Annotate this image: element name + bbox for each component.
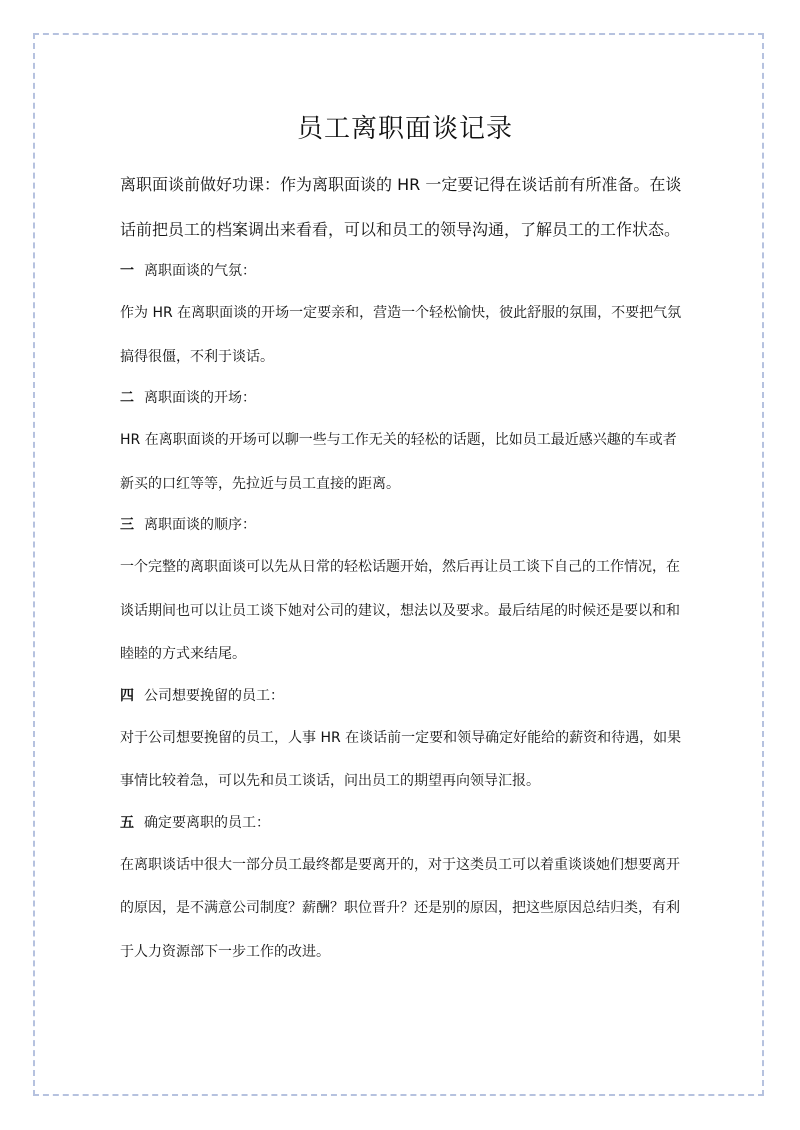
section-heading: [120, 681, 690, 711]
section-number: 一: [120, 263, 134, 279]
section-heading-text: 离职面谈的顺序：: [144, 517, 256, 533]
section-body: HR 在离职面谈的开场可以聊一些与工作无关的轻松的话题，比如员工最近感兴趣的车或者新买的口红等等，先拉近与员工直接的距离。: [120, 432, 677, 492]
section-heading: [120, 808, 690, 838]
section-heading-text: 确定要离职的员工：: [144, 814, 270, 831]
section-body: 在离职谈话中很大一部分员工最终都是要离开的，对于这类员工可以着重谈谈她们想要离开的原因，是不满意公司制度？薪酬？职位晋升？还是别的原因，把这些原因总结归类，有利于人力资源部下一步工作的改进。: [120, 856, 680, 960]
section-body: 对于公司想要挽留的员工，人事 HR 在谈话前一定要和领导确定好能给的薪资和待遇，如果事情比较着急，可以先和员工谈话，问出员工的期望再向领导汇报。: [120, 729, 682, 789]
section-heading: [120, 256, 690, 286]
section-number: 二: [120, 390, 134, 406]
section-heading: [120, 383, 690, 413]
section-4: [120, 681, 690, 804]
section-3: [120, 510, 690, 677]
document-body: [120, 104, 690, 978]
section-2: [120, 383, 690, 506]
page-title: 员工离职面谈记录: [296, 114, 513, 144]
section-number: 五: [120, 814, 134, 831]
section-heading-text: 离职面谈的气氛：: [144, 263, 256, 279]
section-number: 三: [120, 517, 134, 533]
intro-paragraph: 离职面谈前做好功课：作为离职面谈的 HR 一定要记得在谈话前有所准备。在谈话前把员工的档案调出来看看，可以和员工的领导沟通，了解员工的工作状态。: [120, 175, 682, 239]
section-heading-text: 公司想要挽留的员工：: [144, 687, 284, 704]
section-5: [120, 808, 690, 975]
section-1: [120, 256, 690, 379]
section-number: 四: [120, 687, 134, 704]
section-body: 一个完整的离职面谈可以先从日常的轻松话题开始，然后再让员工谈下自己的工作情况，在谈话期间也可以让员工谈下她对公司的建议，想法以及要求。最后结尾的时候还是要以和和睦睦的方式来结尾。: [120, 559, 680, 662]
section-body: 作为 HR 在离职面谈的开场一定要亲和，营造一个轻松愉快，彼此舒服的氛围，不要把气氛搞得很僵，不利于谈话。: [120, 305, 682, 365]
section-heading-text: 离职面谈的开场：: [144, 390, 256, 406]
section-heading: [120, 510, 690, 540]
